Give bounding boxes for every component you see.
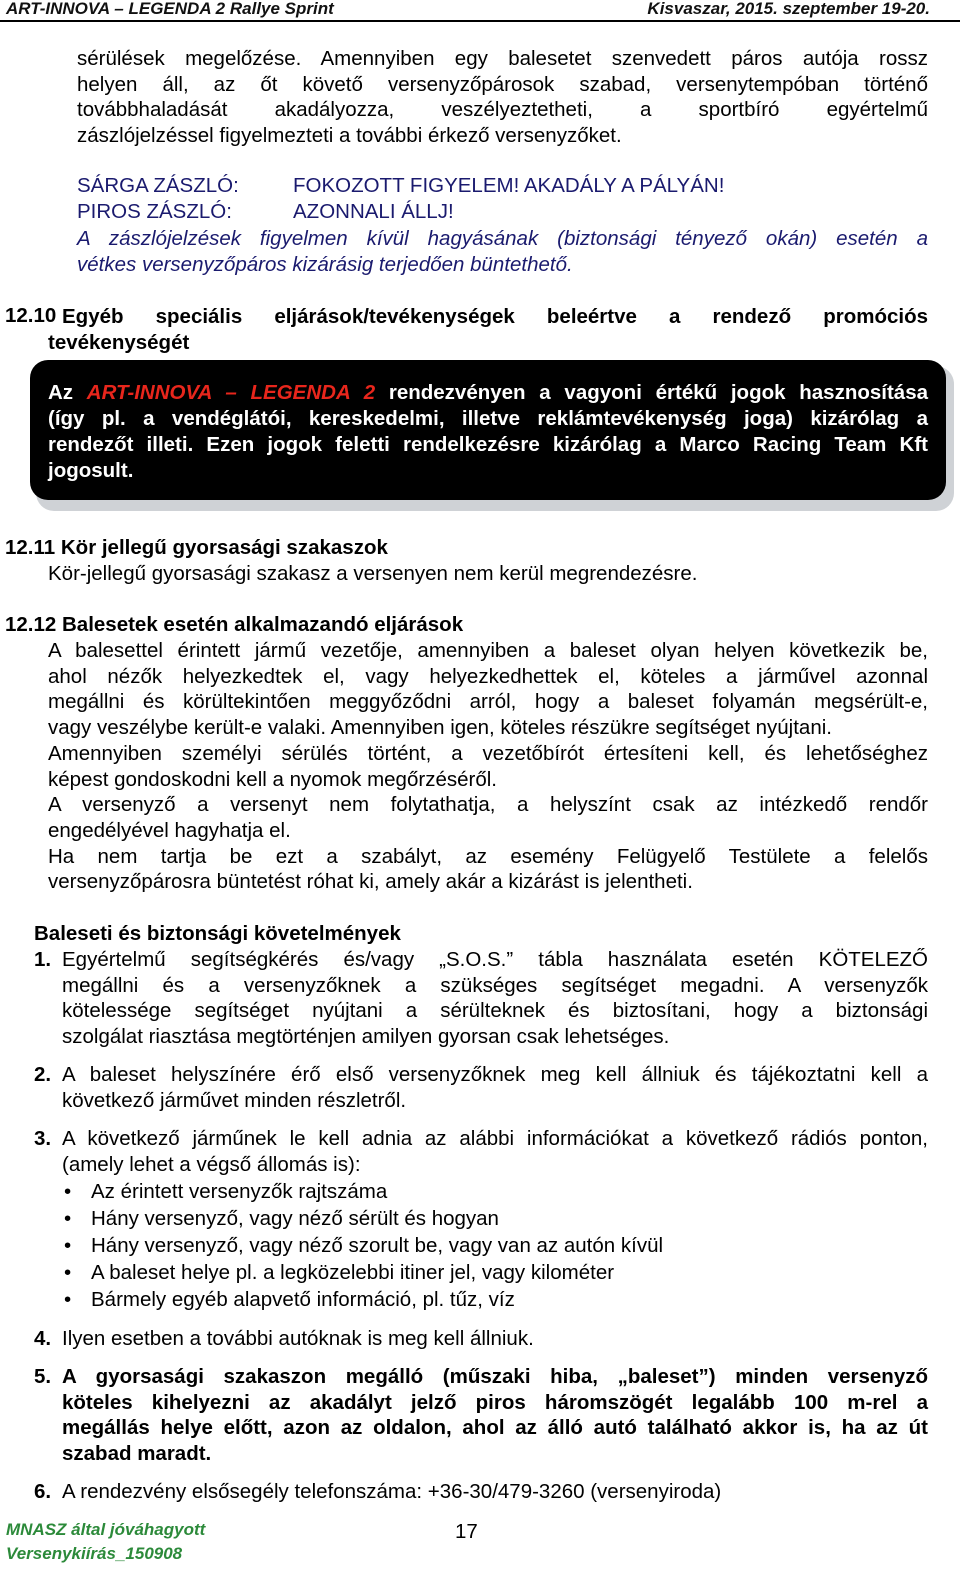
text-line: kötelessége segítséget nyújtani a sérülteknek és biztosítani, hogy a biztonsági (62, 999, 928, 1023)
text-line: Egyéb speciális eljárások/tevékenységek beleértve a rendező promóciós (62, 305, 928, 328)
list-item (62, 947, 928, 1050)
red-flag-meaning: AZONNALI ÁLLJ! (293, 200, 454, 223)
bullet-item: Hány versenyző, vagy néző szorult be, vagy van az autón kívül (91, 1234, 664, 1257)
text-line: A gyorsasági szakaszon megálló (műszaki hiba, „baleset”) minden versenyző (62, 1365, 928, 1388)
bullet-item: A baleset helye pl. a legközelebbi itiner jel, vagy kilométer (91, 1261, 615, 1284)
section-body: Kör-jellegű gyorsasági szakasz a versenyen nem kerül megrendezésre. (48, 562, 698, 585)
bullet-icon: • (64, 1180, 72, 1203)
list-item (62, 1062, 928, 1113)
text-line: Egyértelmű segítségkérés és/vagy „S.O.S.” tábla használata esetén KÖTELEZŐ (62, 948, 928, 971)
text-line: Ha nem tartja be ezt a szabályt, az esemény Felügyelő Testülete a felelős (48, 844, 928, 868)
list-item: Ilyen esetben a további autóknak is meg kell állniuk. (62, 1327, 534, 1350)
text-line: zászlójelzéssel figyelmezteti a további érkező versenyzőket. (77, 124, 622, 148)
section-title (62, 304, 928, 330)
text-line: versenyzőpárosra büntetést róhat ki, amely akár a kizárást is jelentheti. (48, 870, 693, 894)
text-line: engedélyével hagyhatja el. (48, 818, 291, 842)
list-number: 3. (34, 1127, 52, 1150)
section-number: 12.10 (5, 304, 57, 327)
page-number: 17 (455, 1520, 478, 1543)
requirements-title: Baleseti és biztonsági követelmények (34, 922, 401, 945)
list-item: A rendezvény elsősegély telefonszáma: +36-30/479-3260 (versenyiroda) (62, 1480, 722, 1503)
text-line: Az ART-INNOVA – LEGENDA 2 rendezvényen a vagyoni értékű jogok hasznosítása (48, 381, 928, 404)
text-line: A baleset helyszínére érő első versenyzőknek meg kell állniuk és tájékoztatni kell a (62, 1063, 928, 1086)
text-line: rendezőt illeti. Ezen jogok feletti rendelkezésre kizárólag a Marco Racing Team Kft (48, 433, 928, 456)
list-number: 2. (34, 1063, 52, 1086)
text-line: vétkes versenyzőpáros kizárásig terjedően büntethető. (77, 252, 573, 276)
bullet-item: Az érintett versenyzők rajtszáma (91, 1180, 388, 1203)
list-number: 4. (34, 1327, 52, 1350)
bullet-icon: • (64, 1234, 72, 1257)
text-line: továbbhaladását akadályozza, veszélyeztetheti, a sportbíró egyértelmű (77, 98, 928, 122)
section-title: 12.11 Kör jellegű gyorsasági szakaszok (5, 536, 388, 559)
text-line: A versenyző a versenyt nem folytathatja, a helyszínt csak az intézkedő rendőr (48, 793, 928, 817)
text-line: következő járművet minden részletről. (62, 1088, 407, 1112)
text-line: képest gondoskodni kell a nyomok megőrzéséről. (48, 767, 497, 791)
text-line: Amennyiben személyi sérülés történt, a vezetőbírót értesíteni kell, és lehetőséghez (48, 741, 928, 765)
flag-warning (77, 226, 928, 277)
list-number: 6. (34, 1480, 52, 1503)
bullet-item: Hány versenyző, vagy néző sérült és hogyan (91, 1207, 499, 1230)
text-line: jogosult. (48, 459, 134, 482)
text-line: megállni és körültekintően meggyőződni arról, hogy a baleset folyamán megsérült-e, (48, 690, 928, 714)
text-line: köteles kihelyezni az akadályt jelző piros háromszögét legalább 100 m-rel a (62, 1390, 928, 1414)
text-line: (amely lehet a végső állomás is): (62, 1152, 361, 1176)
header-date-location: Kisvaszar, 2015. szeptember 19-20. (647, 0, 930, 18)
section-title-continuation: tevékenységét (48, 331, 190, 354)
list-number: 5. (34, 1365, 52, 1388)
footer-document-id: Versenykiírás_150908 (6, 1544, 183, 1563)
text-line: ahol nézők helyezkedtek el, vagy helyezkedhettek el, köteles a járművel azonnal (48, 664, 928, 688)
red-flag-label: PIROS ZÁSZLÓ: (77, 200, 232, 223)
text-line: vagy veszélybe került-e valaki. Amennyiben igen, köteles részükre segítséget nyújtani. (48, 716, 832, 740)
text-line: helyen áll, az őt követő versenyzőpárosok szabad, versenytempóban történő (77, 72, 928, 96)
text-line: szabad maradt. (62, 1442, 212, 1466)
footer-approval: MNASZ által jóváhagyott (6, 1520, 206, 1539)
bullet-item: Bármely egyéb alapvető információ, pl. tűz, víz (91, 1288, 515, 1311)
bullet-icon: • (64, 1288, 72, 1311)
list-item (62, 1126, 928, 1177)
text-line: szolgálat riasztása megtörténjen amilyen gyorsan csak lehetséges. (62, 1025, 670, 1049)
section-body (48, 638, 928, 895)
text-line: A balesettel érintett jármű vezetője, amennyiben a baleset olyan helyen következik be, (48, 639, 928, 662)
text-line: A következő járműnek le kell adnia az alábbi információkat a következő rádiós ponton, (62, 1127, 928, 1150)
page-header (0, 0, 960, 22)
yellow-flag-meaning: FOKOZOTT FIGYELEM! AKADÁLY A PÁLYÁN! (293, 174, 725, 197)
notice-box-text (48, 380, 928, 484)
section-title: 12.12 Balesetek esetén alkalmazandó eljárások (5, 613, 464, 636)
bullet-list (0, 1178, 960, 1318)
text-line: (így pl. a vendéglátói, kereskedelmi, illetve reklámtevékenység joga) kizárólag a (48, 407, 928, 430)
text-line: A zászlójelzések figyelmen kívül hagyásának (biztonsági tényező okán) esetén a (77, 227, 928, 250)
list-number: 1. (34, 948, 52, 971)
text-line: sérülések megelőzése. Amennyiben egy balesetet szenvedett páros autója rossz (77, 47, 928, 70)
event-name: ART-INNOVA – LEGENDA 2 (86, 381, 376, 404)
bullet-icon: • (64, 1207, 72, 1230)
text-line: megállás helye előtt, azon az oldalon, ahol az álló autó található akkor is, ha az út (62, 1416, 928, 1440)
yellow-flag-label: SÁRGA ZÁSZLÓ: (77, 174, 239, 197)
list-item (62, 1364, 928, 1467)
intro-paragraph (77, 46, 928, 149)
bullet-icon: • (64, 1261, 72, 1284)
text-line: megállni és a versenyzőknek a szükséges segítséget megadni. A versenyzők (62, 973, 928, 997)
header-event-title: ART-INNOVA – LEGENDA 2 Rallye Sprint (6, 0, 334, 18)
